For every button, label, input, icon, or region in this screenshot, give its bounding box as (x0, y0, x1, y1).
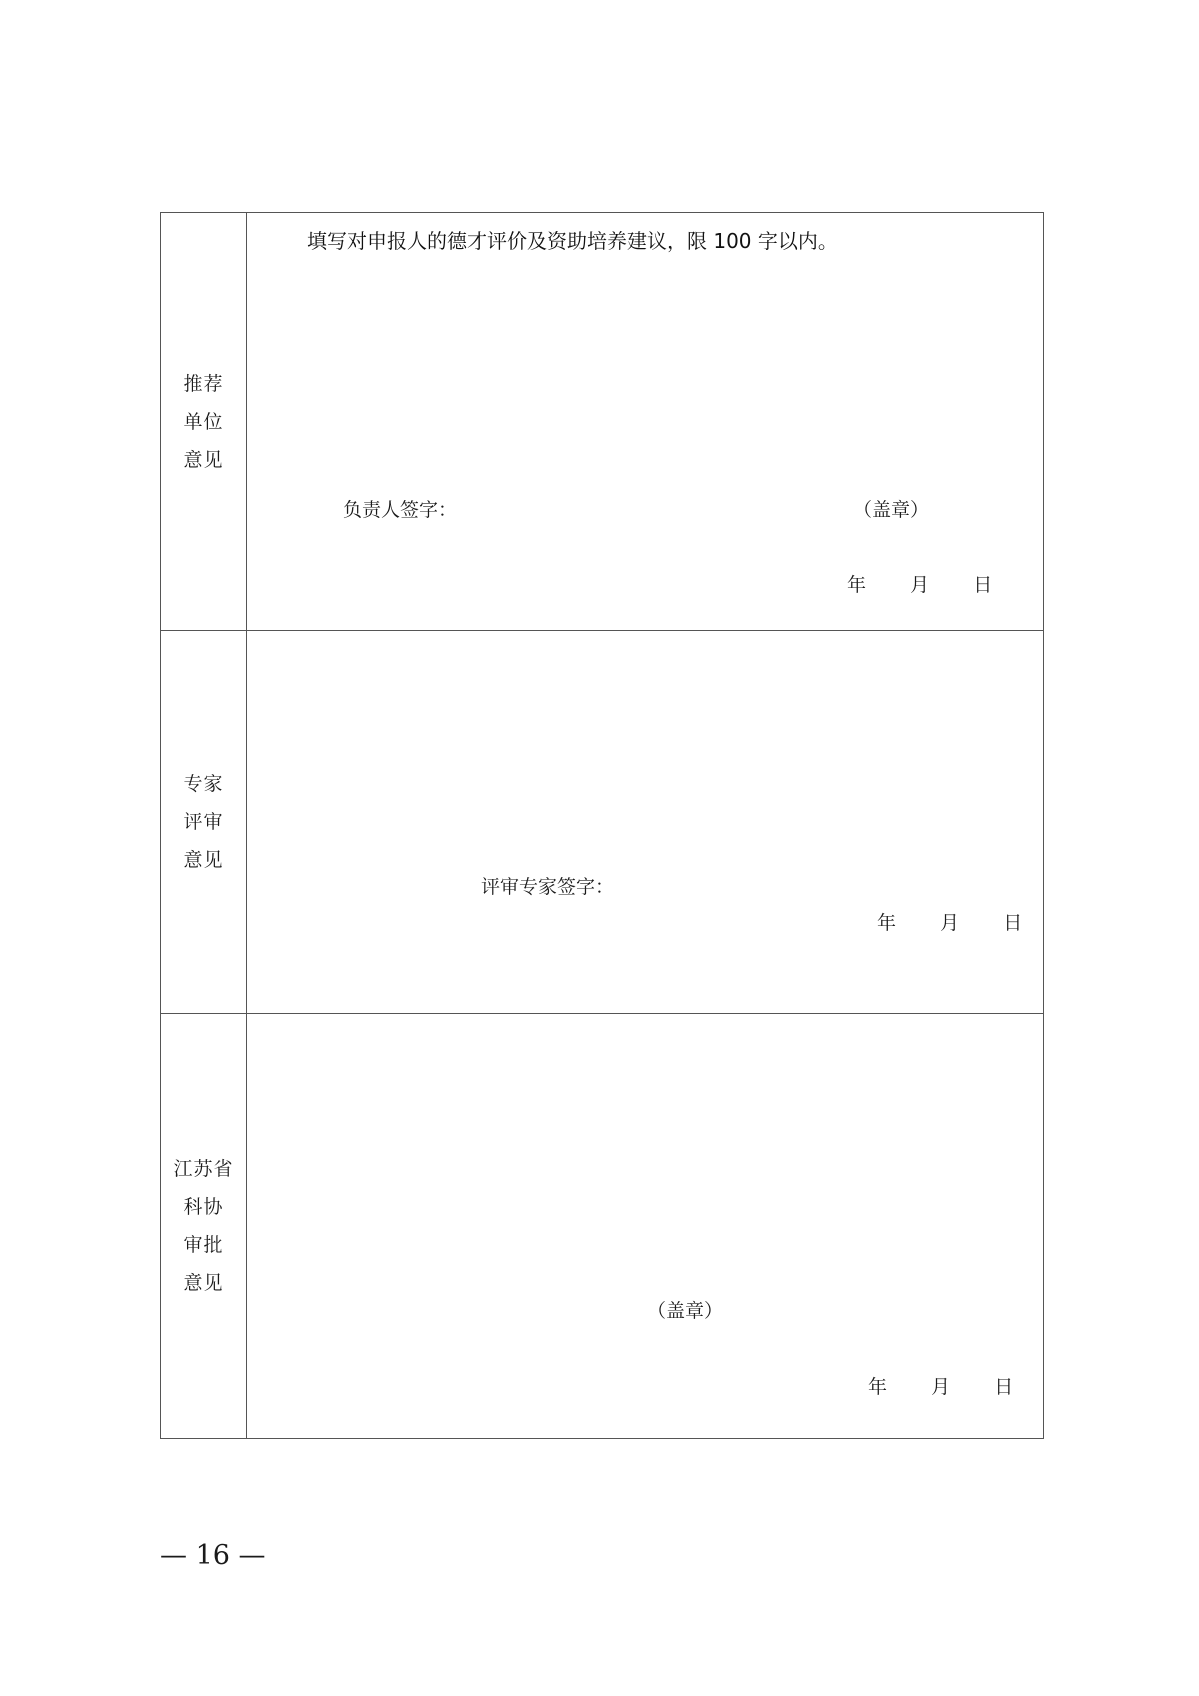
row-label (169, 765, 239, 879)
row-provincial-approval (161, 1013, 1043, 1438)
date-line (877, 908, 1022, 935)
instruction-text: 填写对申报人的德才评价及资助培养建议，限 100 字以内。 (307, 229, 838, 253)
year-label: 年 (877, 912, 897, 934)
row-expert-review (161, 630, 1043, 1013)
label-line: 评审 (183, 811, 224, 833)
label-line: 江苏省 (173, 1158, 234, 1180)
month-label: 月 (910, 574, 930, 596)
day-label: 日 (973, 574, 993, 596)
label-line: 审批 (183, 1234, 224, 1256)
row-recommending-unit (161, 213, 1043, 630)
date-line (847, 570, 992, 597)
row-label-cell (161, 1014, 247, 1438)
seal-label: （盖章） (647, 1300, 724, 1322)
expert-signature-label: 评审专家签字： (481, 876, 615, 898)
expert-review-opinion-field[interactable] (247, 631, 1043, 1013)
row-label (169, 365, 239, 479)
page-number: — 16 — (160, 1540, 266, 1571)
label-line: 意见 (183, 448, 224, 471)
label-line: 意见 (183, 1272, 224, 1294)
label-line: 推荐 (183, 372, 224, 395)
label-line: 单位 (183, 410, 224, 433)
approval-opinion-field[interactable] (247, 1014, 1043, 1438)
signature-label: 负责人签字： (343, 499, 458, 521)
year-label: 年 (868, 1376, 888, 1398)
row-label-cell (161, 631, 247, 1013)
year-label: 年 (847, 574, 867, 596)
recommendation-opinion-field[interactable] (247, 213, 1043, 630)
row-label (169, 1150, 239, 1302)
label-line: 专家 (183, 773, 224, 795)
row-label-cell (161, 213, 247, 630)
day-label: 日 (994, 1376, 1014, 1398)
day-label: 日 (1003, 912, 1023, 934)
label-line: 科协 (183, 1196, 224, 1218)
opinion-form-table (160, 212, 1044, 1439)
month-label: 月 (931, 1376, 951, 1398)
date-line (868, 1372, 1013, 1399)
label-line: 意见 (183, 849, 224, 871)
month-label: 月 (940, 912, 960, 934)
seal-label: （盖章） (853, 499, 930, 521)
